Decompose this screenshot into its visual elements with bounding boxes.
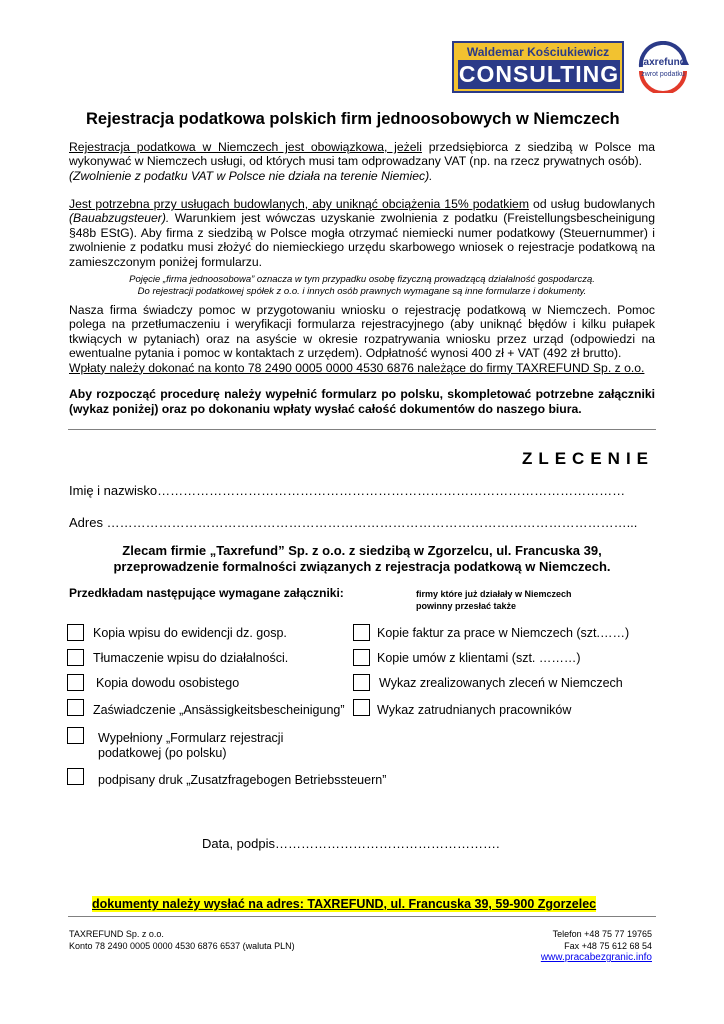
intro-p2-underlined: Jest potrzebna przy usługach budowlanych, aby uniknąć obciążenia 15% podatkiem	[69, 197, 529, 211]
commission-statement	[69, 543, 655, 575]
name-field[interactable]: Imię i nazwisko………………………………………………………………………………………………	[69, 483, 626, 498]
checkbox-supplementary-form[interactable]	[67, 768, 84, 785]
definition-note	[69, 274, 655, 297]
label-id-copy: Kopia dowodu osobistego	[96, 676, 240, 690]
payment-info: Wpłaty należy dokonać na konto 78 2490 0005 0000 4530 6876 należące do firmy TAXREFUND Sp. z o.o.	[69, 360, 645, 375]
intro-p2-italic: (Bauabzugsteuer).	[69, 211, 170, 226]
footer-right	[452, 929, 652, 964]
signature-field[interactable]: Data, podpis…………………………………………….	[202, 836, 500, 851]
label-registry-translation: Tłumaczenie wpisu do działalności.	[93, 651, 289, 665]
existing-note-line-2: powinny przesłać także	[416, 601, 517, 611]
taxrefund-logo	[633, 41, 693, 93]
intro-p2-text-a: od usług budowlanych	[528, 197, 655, 211]
consulting-logo-name: Waldemar Kościukiewicz	[466, 45, 610, 59]
order-heading: ZLECENIE	[521, 449, 654, 468]
checkbox-business-registry-copy[interactable]	[67, 624, 84, 641]
checkbox-employees-list[interactable]	[353, 699, 370, 716]
label-supplementary-form: podpisany druk „Zusatzfragebogen Betriebssteuern”	[98, 773, 387, 787]
divider	[68, 429, 656, 430]
label-registration-form-line-2: podatkowej (po polsku)	[98, 746, 227, 760]
service-paragraph	[69, 303, 655, 375]
label-registration-form-line-1: Wypełniony „Formularz rejestracji	[98, 731, 284, 745]
existing-firms-note	[416, 588, 572, 612]
commission-line-2: przeprowadzenie formalności związanych z rejestracja podatkową w Niemczech.	[113, 559, 611, 574]
label-registration-form	[98, 731, 283, 761]
checkbox-orders-list[interactable]	[353, 674, 370, 691]
attachments-label: Przedkładam następujące wymagane załączniki:	[69, 586, 344, 600]
label-employees-list: Wykaz zatrudnianych pracowników	[377, 703, 572, 717]
footer-account: Konto 78 2490 0005 0000 4530 6876 6537 (waluta PLN)	[69, 940, 295, 951]
service-text: Nasza firma świadczy pomoc w przygotowaniu wniosku o rejestrację podatkową w Niemczech. Pomoc polega na przetłumaczeniu i weryfikacji formularza rejestracyjnego (aby uniknąć błędów i kilku pułapek tkwiących w pytaniach) oraz na asyście w okresie rozpatrywania wniosku przez urząd (odpowiedzi na ewentualne pytania i pomoc w kontaktach z urzędem). Odpłatność wynosi 400 zł + VAT (492 zł brutto).	[69, 303, 655, 361]
footer-left	[69, 929, 295, 952]
send-address: dokumenty należy wysłać na adres: TAXREFUND, ul. Francuska 39, 59-900 Zgorzelec	[92, 897, 597, 911]
note-line-1: Pojęcie „firma jednoosobowa” oznacza w tym przypadku osobę fizyczną prowadzącą działalność gospodarczą.	[129, 274, 595, 285]
checkbox-invoice-copies[interactable]	[353, 624, 370, 641]
intro-p1-text: przedsiębiorca z siedzibą w Polsce ma wykonywać w Niemczech usługi, od których musi tam odprowadzany VAT (np. na rzecz prywatnych osób).	[69, 140, 655, 169]
consulting-logo-word: CONSULTING	[458, 61, 620, 87]
intro-p1-underlined: Rejestracja podatkowa w Niemczech jest obowiązkowa, jeżeli	[69, 140, 422, 154]
label-orders-list: Wykaz zrealizowanych zleceń w Niemczech	[379, 676, 623, 690]
label-invoice-copies: Kopie faktur za prace w Niemczech (szt.……)	[377, 626, 630, 640]
checkbox-id-copy[interactable]	[67, 674, 84, 691]
footer-phone: Telefon +48 75 77 19765	[552, 929, 652, 939]
commission-line-1: Zlecam firmie „Taxrefund” Sp. z o.o. z siedzibą w Zgorzelcu, ul. Francuska 39,	[122, 543, 602, 558]
footer-website-link[interactable]: www.pracabezgranic.info	[540, 952, 652, 963]
footer-divider	[68, 916, 656, 917]
checkbox-contract-copies[interactable]	[353, 649, 370, 666]
label-business-registry-copy: Kopia wpisu do ewidencji dz. gosp.	[93, 626, 287, 640]
intro-p1-italic: (Zwolnienie z podatku VAT w Polsce nie działa na terenie Niemiec).	[69, 168, 433, 183]
label-contract-copies: Kopie umów z klientami (szt. ………)	[377, 651, 581, 665]
taxrefund-logo-sub: zwrot podatku	[641, 71, 685, 78]
footer-company: TAXREFUND Sp. z o.o.	[69, 929, 164, 939]
consulting-logo	[452, 41, 624, 93]
footer-fax: Fax +48 75 612 68 54	[564, 940, 652, 951]
intro-paragraph-1	[69, 140, 655, 183]
checkbox-residence-certificate[interactable]	[67, 699, 84, 716]
taxrefund-logo-brand: taxrefund	[640, 57, 686, 68]
note-line-2: Do rejestracji podatkowej spółek z o.o. i innych osób prawnych wymagane są inne formularze i dokumenty.	[137, 285, 587, 297]
label-residence-certificate: Zaświadczenie „Ansässigkeitsbescheinigung”	[93, 703, 345, 717]
address-field[interactable]: Adres …………………………………………………………………………………………………………...	[69, 515, 638, 530]
intro-p2-text-b: Warunkiem jest wówczas uzyskanie zwolnienia z podatku (Freistellungsbescheinigung §48b EStG). Aby firma z siedzibą w Polsce mogła otrzymać niemiecki numer podatkowy (Steuernummer) i zwolnienie z podatku musi złożyć do niemieckiego urzędu skarbowego wniosek o rejestracje podatkową na zamieszczonym poniżej formularzu.	[69, 211, 655, 269]
checkbox-registry-translation[interactable]	[67, 649, 84, 666]
existing-note-line-1: firmy które już działały w Niemczech	[416, 589, 572, 599]
page-title: Rejestracja podatkowa polskich firm jednoosobowych w Niemczech	[86, 110, 620, 128]
intro-paragraph-2	[69, 197, 655, 269]
checkbox-registration-form[interactable]	[67, 727, 84, 744]
instruction-paragraph: Aby rozpocząć procedurę należy wypełnić formularz po polsku, skompletować potrzebne załączniki (wykaz poniżej) oraz po dokonaniu wpłaty wysłać całość dokumentów do naszego biura.	[69, 387, 655, 416]
